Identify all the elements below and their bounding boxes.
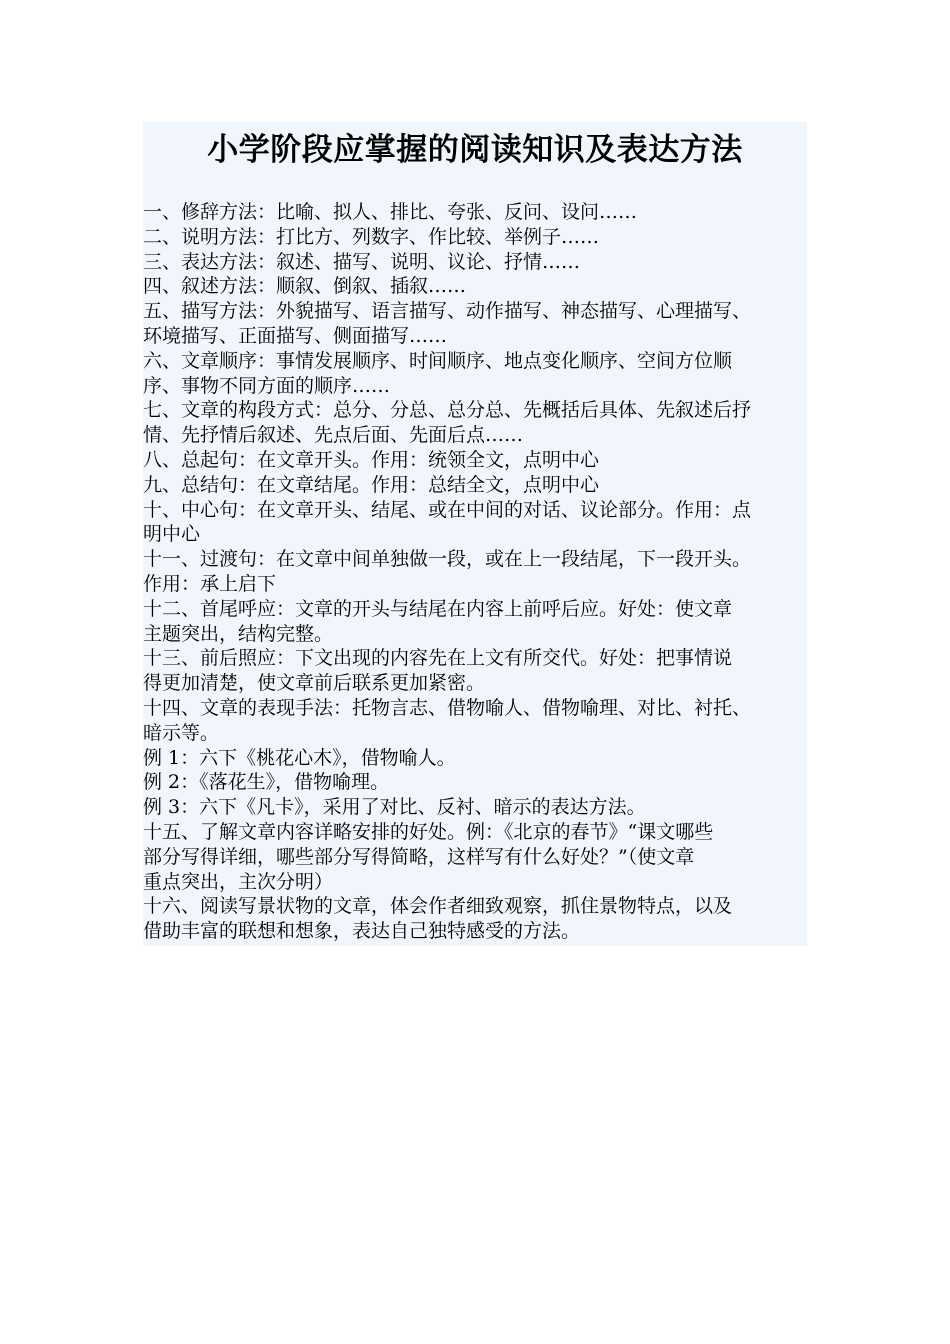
text-line: 作用：承上启下 [143, 572, 277, 595]
text-line: 六、文章顺序：事情发展顺序、时间顺序、地点变化顺序、空间方位顺 [143, 349, 733, 372]
text-line: 暗示等。 [143, 721, 220, 744]
text-line: 四、叙述方法：顺叙、倒叙、插叙…… [143, 275, 467, 298]
text-line: 一、修辞方法：比喻、拟人、排比、夸张、反问、设问…… [143, 201, 638, 223]
text-line: 明中心 [143, 523, 201, 546]
document-title: 小学阶段应掌握的阅读知识及表达方法 [207, 132, 743, 168]
text-line: 十二、首尾呼应：文章的开头与结尾在内容上前呼后应。好处：使文章 [143, 597, 733, 620]
document-body [143, 200, 807, 944]
text-line: 十六、阅读写景状物的文章，体会作者细致观察，抓住景物特点，以及 [143, 895, 733, 918]
text-line: 二、说明方法：打比方、列数字、作比较、举例子…… [143, 225, 600, 248]
text-line: 例 3：六下《凡卡》，采用了对比、反衬、暗示的表达方法。 [143, 796, 646, 819]
text-line: 环境描写、正面描写、侧面描写…… [143, 324, 448, 347]
text-line: 例 2：《落花生》，借物喻理。 [143, 771, 390, 794]
text-line: 三、表达方法：叙述、描写、说明、议论、抒情…… [143, 250, 581, 273]
text-line: 情、先抒情后叙述、先点后面、先面后点…… [143, 424, 524, 447]
text-line: 十五、了解文章内容详略安排的好处。例：《北京的春节》“课文哪些 [143, 820, 714, 843]
text-line: 借助丰富的联想和想象，表达自己独特感受的方法。 [143, 920, 581, 943]
text-line: 十三、前后照应：下文出现的内容先在上文有所交代。好处：把事情说 [143, 647, 733, 670]
text-line: 九、总结句：在文章结尾。作用：总结全文，点明中心 [143, 473, 600, 496]
text-line: 十一、过渡句：在文章中间单独做一段，或在上一段结尾，下一段开头。 [143, 548, 752, 571]
text-line: 十、中心句：在文章开头、结尾、或在中间的对话、议论部分。作用：点 [143, 498, 752, 521]
text-line: 八、总起句：在文章开头。作用：统领全文，点明中心 [143, 448, 600, 471]
text-line: 十四、文章的表现手法：托物言志、借物喻人、借物喻理、对比、衬托、 [143, 696, 752, 719]
text-line: 主题突出，结构完整。 [143, 622, 334, 645]
text-line: 五、描写方法：外貌描写、语言描写、动作描写、神态描写、心理描写、 [143, 300, 752, 323]
document-content [143, 122, 807, 946]
text-line: 部分写得详细，哪些部分写得简略，这样写有什么好处？”（使文章 [143, 845, 695, 868]
text-line: 重点突出，主次分明） [143, 870, 334, 893]
text-line: 例 1：六下《桃花心木》，借物喻人。 [143, 746, 456, 769]
text-line: 七、文章的构段方式：总分、分总、总分总、先概括后具体、先叙述后抒 [143, 399, 752, 422]
text-line: 序、事物不同方面的顺序…… [143, 374, 391, 397]
text-line: 得更加清楚，使文章前后联系更加紧密。 [143, 672, 486, 695]
